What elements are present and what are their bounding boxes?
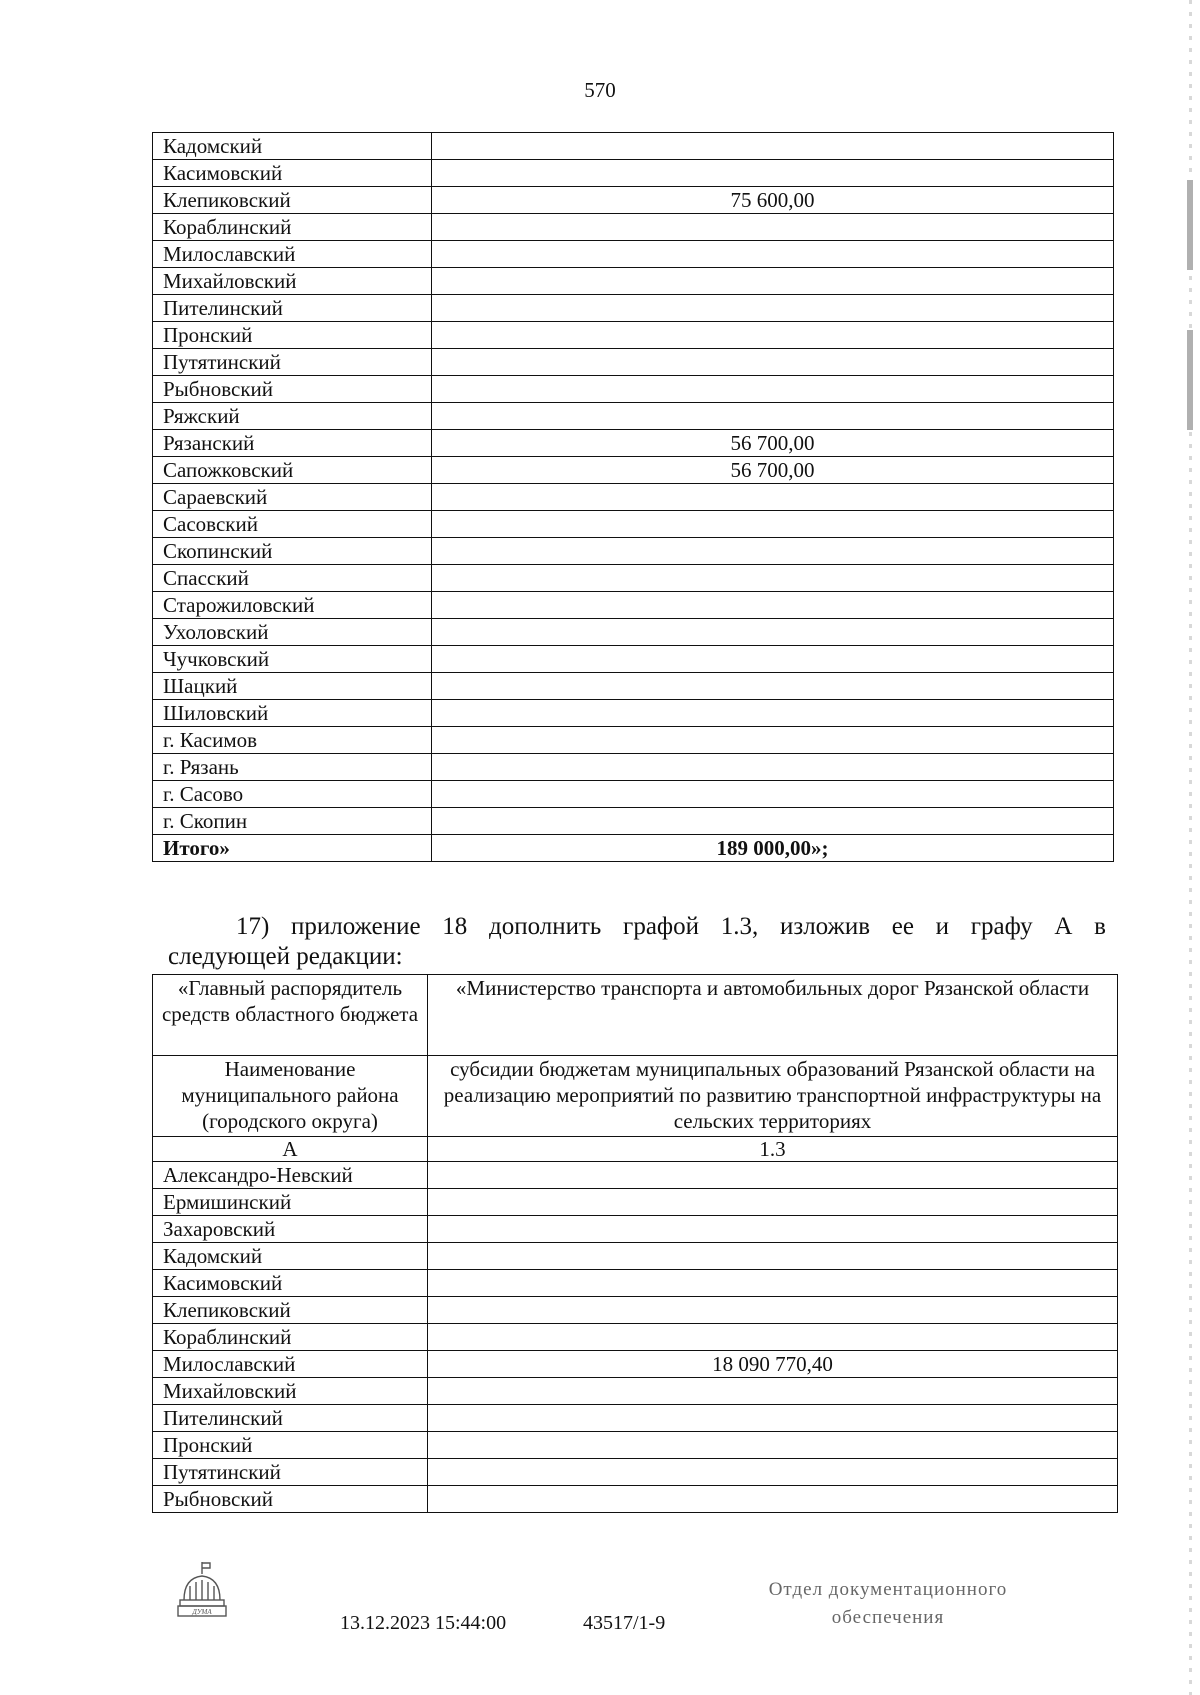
table-row <box>153 754 1114 781</box>
table-row <box>153 187 1114 214</box>
municipality-name: Кадомский <box>153 1243 428 1270</box>
table-row <box>153 214 1114 241</box>
total-label: Итого» <box>153 835 432 862</box>
total-amount: 189 000,00»; <box>432 835 1114 862</box>
allocation-amount: 56 700,00 <box>432 457 1114 484</box>
allocation-amount <box>432 160 1114 187</box>
municipality-name: Милославский <box>153 1351 428 1378</box>
municipality-name: Пителинский <box>153 1405 428 1432</box>
table-row <box>153 403 1114 430</box>
table-row <box>153 160 1114 187</box>
table-row <box>153 241 1114 268</box>
table1-body <box>153 133 1114 862</box>
table-row <box>153 295 1114 322</box>
municipality-name: Ряжский <box>153 403 432 430</box>
municipality-name: Ермишинский <box>153 1189 428 1216</box>
table-row <box>153 511 1114 538</box>
amendment-paragraph-line2: следующей редакции: <box>168 943 403 970</box>
table2-header-row-2 <box>153 1056 1118 1137</box>
municipality-name: Чучковский <box>153 646 432 673</box>
table-row <box>153 1324 1118 1351</box>
allocation-amount <box>432 673 1114 700</box>
municipality-name: Путятинский <box>153 1459 428 1486</box>
allocation-amount: 56 700,00 <box>432 430 1114 457</box>
table-row <box>153 1243 1118 1270</box>
table-row <box>153 1162 1118 1189</box>
municipality-name: Скопинский <box>153 538 432 565</box>
subsidy-amount <box>428 1216 1118 1243</box>
allocation-amount <box>432 214 1114 241</box>
municipality-name: Кораблинский <box>153 214 432 241</box>
municipality-name: Путятинский <box>153 349 432 376</box>
allocation-table-continued <box>152 132 1114 862</box>
municipality-name: Клепиковский <box>153 1297 428 1324</box>
table-row <box>153 619 1114 646</box>
table-row <box>153 1378 1118 1405</box>
allocation-amount <box>432 781 1114 808</box>
department-stamp <box>738 1576 1038 1632</box>
header-ministry-name: «Министерство транспорта и автомобильных дорог Рязанской области <box>428 975 1118 1056</box>
allocation-amount <box>432 700 1114 727</box>
allocation-amount <box>432 619 1114 646</box>
table-row <box>153 673 1114 700</box>
municipality-name: Касимовский <box>153 160 432 187</box>
table-row <box>153 1297 1118 1324</box>
allocation-amount <box>432 646 1114 673</box>
allocation-amount <box>432 592 1114 619</box>
column-1-3-number: 1.3 <box>428 1137 1118 1162</box>
table-row <box>153 592 1114 619</box>
table2-column-numbers <box>153 1137 1118 1162</box>
municipality-name: Шацкий <box>153 673 432 700</box>
page-number: 570 <box>584 78 616 102</box>
table-row <box>153 322 1114 349</box>
table-row <box>153 1405 1118 1432</box>
table-row <box>153 484 1114 511</box>
emblem-text: ДУМА <box>192 1608 212 1616</box>
allocation-amount <box>432 484 1114 511</box>
municipality-name: Шиловский <box>153 700 432 727</box>
subsidy-amount <box>428 1324 1118 1351</box>
table-row <box>153 430 1114 457</box>
allocation-amount <box>432 808 1114 835</box>
table2-body <box>153 975 1118 1513</box>
subsidy-amount <box>428 1486 1118 1513</box>
allocation-amount <box>432 511 1114 538</box>
municipality-name: г. Сасово <box>153 781 432 808</box>
subsidy-amount <box>428 1162 1118 1189</box>
table-row <box>153 1189 1118 1216</box>
allocation-amount <box>432 349 1114 376</box>
municipality-name: Милославский <box>153 241 432 268</box>
allocation-amount <box>432 241 1114 268</box>
table-row <box>153 349 1114 376</box>
table-row <box>153 538 1114 565</box>
registration-datetime: 13.12.2023 15:44:00 <box>340 1612 507 1634</box>
table-row <box>153 457 1114 484</box>
allocation-amount <box>432 727 1114 754</box>
municipality-name: Касимовский <box>153 1270 428 1297</box>
municipality-name: Рыбновский <box>153 376 432 403</box>
municipality-name: Кадомский <box>153 133 432 160</box>
subsidy-amount <box>428 1405 1118 1432</box>
header-chief-administrator-label: «Главный распорядитель средств областного бюджета <box>153 975 428 1056</box>
allocation-amount <box>432 376 1114 403</box>
stamp-line-2: обеспечения <box>831 1607 945 1628</box>
scan-mark <box>1187 330 1193 430</box>
table2-header-row-1 <box>153 975 1118 1056</box>
total-row <box>153 835 1114 862</box>
subsidy-amount <box>428 1459 1118 1486</box>
table-row <box>153 727 1114 754</box>
subsidy-amount <box>428 1432 1118 1459</box>
municipality-name: Пителинский <box>153 295 432 322</box>
table-row <box>153 133 1114 160</box>
subsidy-amount: 18 090 770,40 <box>428 1351 1118 1378</box>
duma-emblem-icon <box>176 1560 228 1620</box>
municipality-name: Старожиловский <box>153 592 432 619</box>
subsidy-amount <box>428 1189 1118 1216</box>
table-row <box>153 376 1114 403</box>
municipality-name: Михайловский <box>153 268 432 295</box>
allocation-amount <box>432 322 1114 349</box>
municipality-name: Александро-Невский <box>153 1162 428 1189</box>
municipality-name: г. Скопин <box>153 808 432 835</box>
stamp-line-1: Отдел документационного <box>768 1579 1008 1600</box>
table-row <box>153 808 1114 835</box>
municipality-name: Сапожковский <box>153 457 432 484</box>
scan-mark <box>1187 180 1193 270</box>
municipality-name: Пронский <box>153 1432 428 1459</box>
amendment-paragraph-line1: 17) приложение 18 дополнить графой 1.3, изложив ее и графу А в <box>236 913 1106 940</box>
subsidy-amount <box>428 1297 1118 1324</box>
allocation-amount <box>432 403 1114 430</box>
allocation-amount <box>432 295 1114 322</box>
table-row <box>153 700 1114 727</box>
municipality-name: Захаровский <box>153 1216 428 1243</box>
allocation-amount: 75 600,00 <box>432 187 1114 214</box>
table-row <box>153 1432 1118 1459</box>
table-row <box>153 646 1114 673</box>
subsidy-amount <box>428 1243 1118 1270</box>
municipality-name: Рыбновский <box>153 1486 428 1513</box>
municipality-name: Михайловский <box>153 1378 428 1405</box>
header-subsidy-description: субсидии бюджетам муниципальных образований Рязанской области на реализацию мероприятий по развитию транспортной инфраструктуры на сельских территориях <box>428 1056 1118 1137</box>
municipality-name: Пронский <box>153 322 432 349</box>
municipality-name: Сараевский <box>153 484 432 511</box>
allocation-amount <box>432 754 1114 781</box>
subsidy-amount <box>428 1378 1118 1405</box>
allocation-amount <box>432 538 1114 565</box>
column-a-number: А <box>153 1137 428 1162</box>
table-row <box>153 781 1114 808</box>
subsidy-amount <box>428 1270 1118 1297</box>
municipality-name: Сасовский <box>153 511 432 538</box>
table-row <box>153 1459 1118 1486</box>
table-row <box>153 1216 1118 1243</box>
table-row <box>153 565 1114 592</box>
table-row <box>153 268 1114 295</box>
municipality-name: Спасский <box>153 565 432 592</box>
municipality-name: Кораблинский <box>153 1324 428 1351</box>
municipality-name: г. Рязань <box>153 754 432 781</box>
municipality-name: Ухоловский <box>153 619 432 646</box>
municipality-name: г. Касимов <box>153 727 432 754</box>
registration-number: 43517/1-9 <box>583 1612 666 1634</box>
appendix-18-table <box>152 974 1118 1513</box>
table-row <box>153 1351 1118 1378</box>
municipality-name: Клепиковский <box>153 187 432 214</box>
allocation-amount <box>432 133 1114 160</box>
municipality-name: Рязанский <box>153 430 432 457</box>
table-row <box>153 1486 1118 1513</box>
header-municipality-name-label: Наименование муниципального района (городского округа) <box>153 1056 428 1137</box>
allocation-amount <box>432 565 1114 592</box>
allocation-amount <box>432 268 1114 295</box>
table-row <box>153 1270 1118 1297</box>
